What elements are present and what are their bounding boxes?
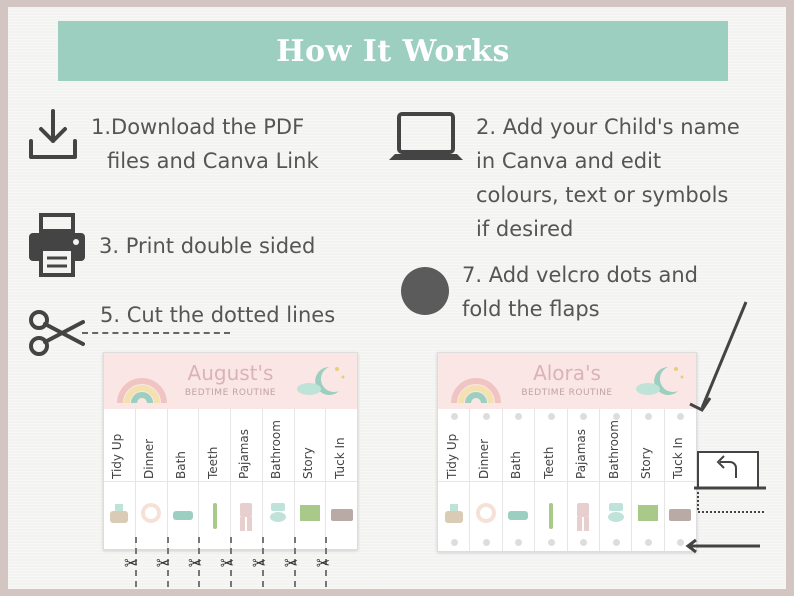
routine-column (294, 409, 326, 549)
fold-flap-icon (690, 448, 770, 518)
moon-icon (293, 361, 349, 401)
chart-subtitle: BEDTIME ROUTINE (521, 388, 613, 398)
pajamas-icon (573, 501, 593, 533)
toothbrush-icon (545, 501, 557, 531)
step-2-line-4: if desired (476, 217, 574, 241)
step-7 (462, 258, 698, 326)
toilet-icon (606, 501, 626, 527)
routine-label: Tidy Up (110, 433, 125, 479)
arrow-left-icon (682, 536, 762, 556)
step-7-line-1: 7. Add velcro dots and (462, 263, 699, 287)
scissors-icon: ✂ (220, 554, 235, 574)
routine-column (167, 409, 199, 549)
bed-icon (329, 501, 355, 525)
step-3-line-1: 3. Print double sided (99, 234, 316, 258)
routine-label: Tuck In (671, 437, 686, 479)
scissors-icon: ✂ (124, 554, 139, 574)
routine-column (438, 409, 469, 551)
velcro-dot (645, 539, 652, 546)
routine-chart-alora (437, 352, 697, 552)
scissors-icon: ✂ (316, 554, 331, 574)
basket-icon (108, 501, 130, 525)
routine-label: Story (638, 447, 653, 479)
routine-label: Pajamas (237, 428, 252, 479)
cut-dotted-line (82, 332, 230, 334)
step-5-line-1: 5. Cut the dotted lines (100, 303, 336, 327)
routine-label: Tidy Up (444, 433, 459, 479)
step-3 (99, 229, 315, 263)
chart-child-name: Alora's (533, 361, 601, 385)
scissors-icon: ✂ (252, 554, 267, 574)
chart-child-name: August's (187, 361, 274, 385)
velcro-dot-icon (401, 267, 449, 315)
velcro-dot (451, 539, 458, 546)
routine-column (325, 409, 357, 549)
routine-column (230, 409, 262, 549)
routine-label: Dinner (477, 438, 492, 479)
routine-columns (438, 409, 696, 551)
pajamas-icon (236, 501, 256, 533)
scissors-icon (27, 310, 85, 356)
velcro-dot (483, 539, 490, 546)
routine-column (104, 409, 135, 549)
page-title: How It Works (276, 33, 510, 69)
book-icon (636, 501, 660, 525)
routine-label: Bath (509, 451, 524, 479)
velcro-dot (580, 539, 587, 546)
step-2-line-2: in Canva and edit (476, 149, 662, 173)
routine-label: Dinner (142, 438, 157, 479)
routine-column (262, 409, 294, 549)
routine-label: Teeth (205, 446, 220, 479)
step-5 (100, 298, 335, 332)
step-2 (476, 110, 740, 246)
bathtub-icon (171, 501, 195, 523)
arrow-down-left-icon (680, 300, 760, 420)
bathtub-icon (506, 501, 530, 523)
step-2-line-1: 2. Add your Child's name (476, 115, 740, 139)
velcro-dot (515, 539, 522, 546)
laptop-icon (387, 110, 465, 166)
chart-header (104, 353, 357, 409)
step-1-line-2: files and Canva Link (107, 149, 319, 173)
routine-column (502, 409, 534, 551)
step-1-line-1: 1.Download the PDF (91, 115, 305, 139)
velcro-dot (548, 539, 555, 546)
plate-icon (474, 501, 498, 525)
printer-icon (27, 213, 87, 277)
scissors-icon: ✂ (284, 554, 299, 574)
routine-label: Bath (173, 451, 188, 479)
chart-header (438, 353, 696, 409)
routine-label: Pajamas (574, 428, 589, 479)
routine-label: Tuck In (332, 437, 347, 479)
routine-label: Bathroom (269, 420, 284, 479)
routine-column (469, 409, 501, 551)
routine-column (198, 409, 230, 549)
title-banner (58, 21, 728, 81)
routine-chart-august (103, 352, 358, 550)
routine-column (631, 409, 663, 551)
toilet-icon (268, 501, 288, 527)
download-icon (27, 107, 79, 163)
routine-column (534, 409, 566, 551)
basket-icon (443, 501, 465, 525)
routine-label: Bathroom (606, 420, 621, 479)
toothbrush-icon (209, 501, 221, 531)
routine-label: Teeth (541, 446, 556, 479)
routine-label: Story (300, 447, 315, 479)
scissors-icon: ✂ (156, 554, 171, 574)
plate-icon (139, 501, 163, 525)
routine-columns (104, 409, 357, 549)
book-icon (298, 501, 322, 525)
routine-column (135, 409, 167, 549)
step-7-line-2: fold the flaps (462, 297, 600, 321)
step-2-line-3: colours, text or symbols (476, 183, 729, 207)
step-1 (91, 110, 319, 178)
velcro-dot (613, 539, 620, 546)
routine-column (567, 409, 599, 551)
routine-column (599, 409, 631, 551)
scissors-icon: ✂ (188, 554, 203, 574)
chart-subtitle: BEDTIME ROUTINE (184, 388, 277, 398)
